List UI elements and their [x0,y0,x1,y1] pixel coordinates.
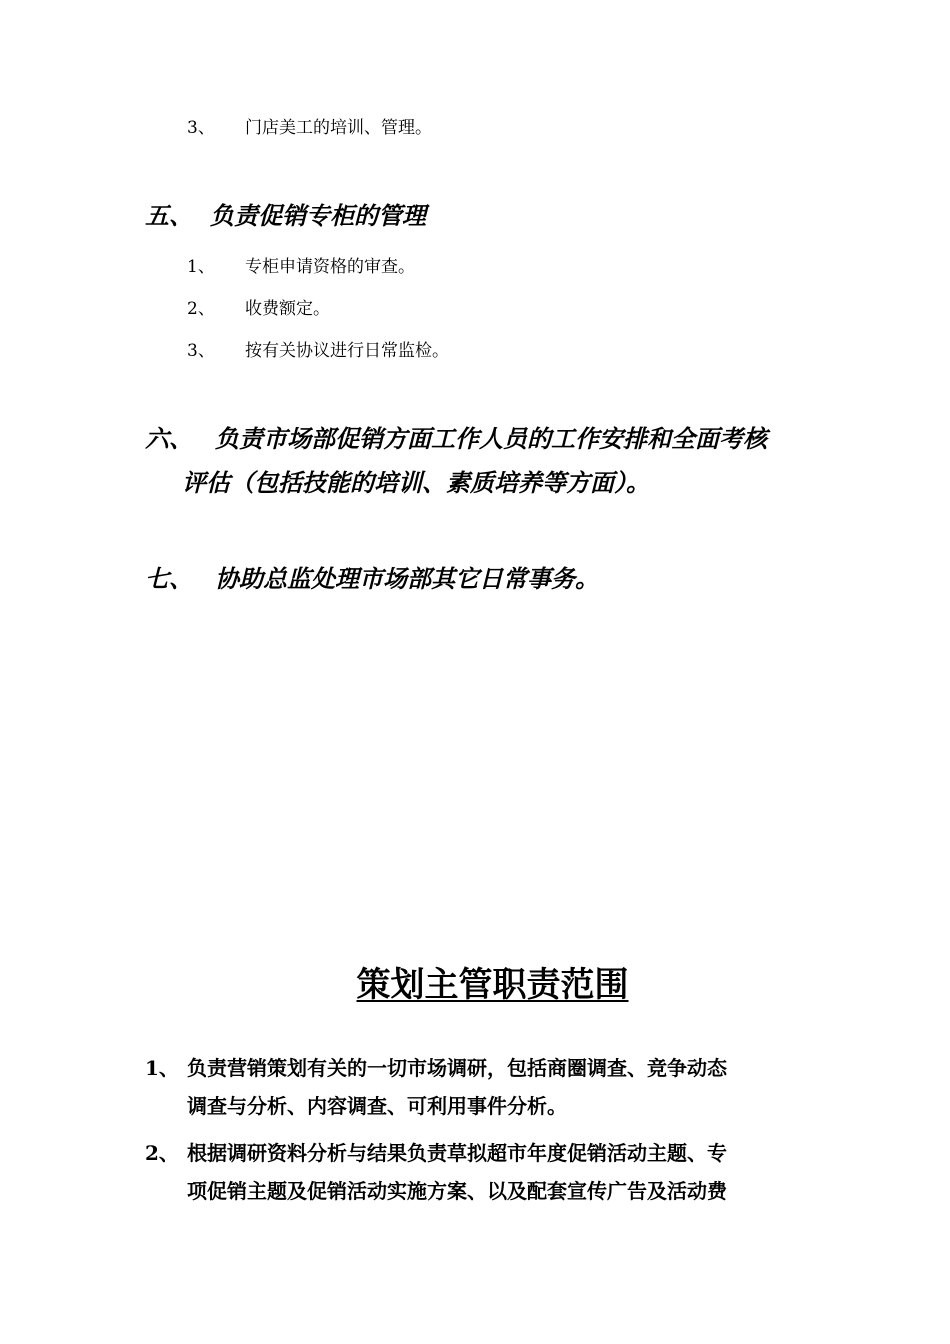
section-number: 七、 [145,565,193,593]
list-item-text: 门店美工的培训、管理。 [245,118,432,138]
list-item-text: 收费额定。 [245,299,330,319]
paragraph-number: 2、 [145,1141,179,1165]
paragraph-line1: 负责营销策划有关的一切市场调研，包括商圈调查、竞争动态 [187,1056,727,1080]
section-heading-line2: 评估（包括技能的培训、素质培养等方面）。 [182,469,650,497]
list-item-number: 1、 [187,257,215,277]
section-heading-line1: 负责市场部促销方面工作人员的工作安排和全面考核 [215,425,767,453]
section-number: 六、 [145,425,193,453]
section-number: 五、 [145,202,193,230]
section-heading: 协助总监处理市场部其它日常事务。 [215,565,599,593]
list-item-number: 3、 [187,118,215,138]
page-title: 策划主管职责范围 [356,965,629,1005]
paragraph-line2: 调查与分析、内容调查、可利用事件分析。 [187,1094,567,1118]
list-item-number: 3、 [187,341,215,361]
paragraph-line2: 项促销主题及促销活动实施方案、以及配套宣传广告及活动费 [187,1179,727,1203]
list-item-number: 2、 [187,299,215,319]
section-heading: 负责促销专柜的管理 [210,202,426,230]
paragraph-number: 1、 [145,1056,179,1080]
list-item-text: 专柜申请资格的审查。 [245,257,415,277]
list-item-text: 按有关协议进行日常监检。 [245,341,449,361]
paragraph-line1: 根据调研资料分析与结果负责草拟超市年度促销活动主题、专 [187,1141,727,1165]
